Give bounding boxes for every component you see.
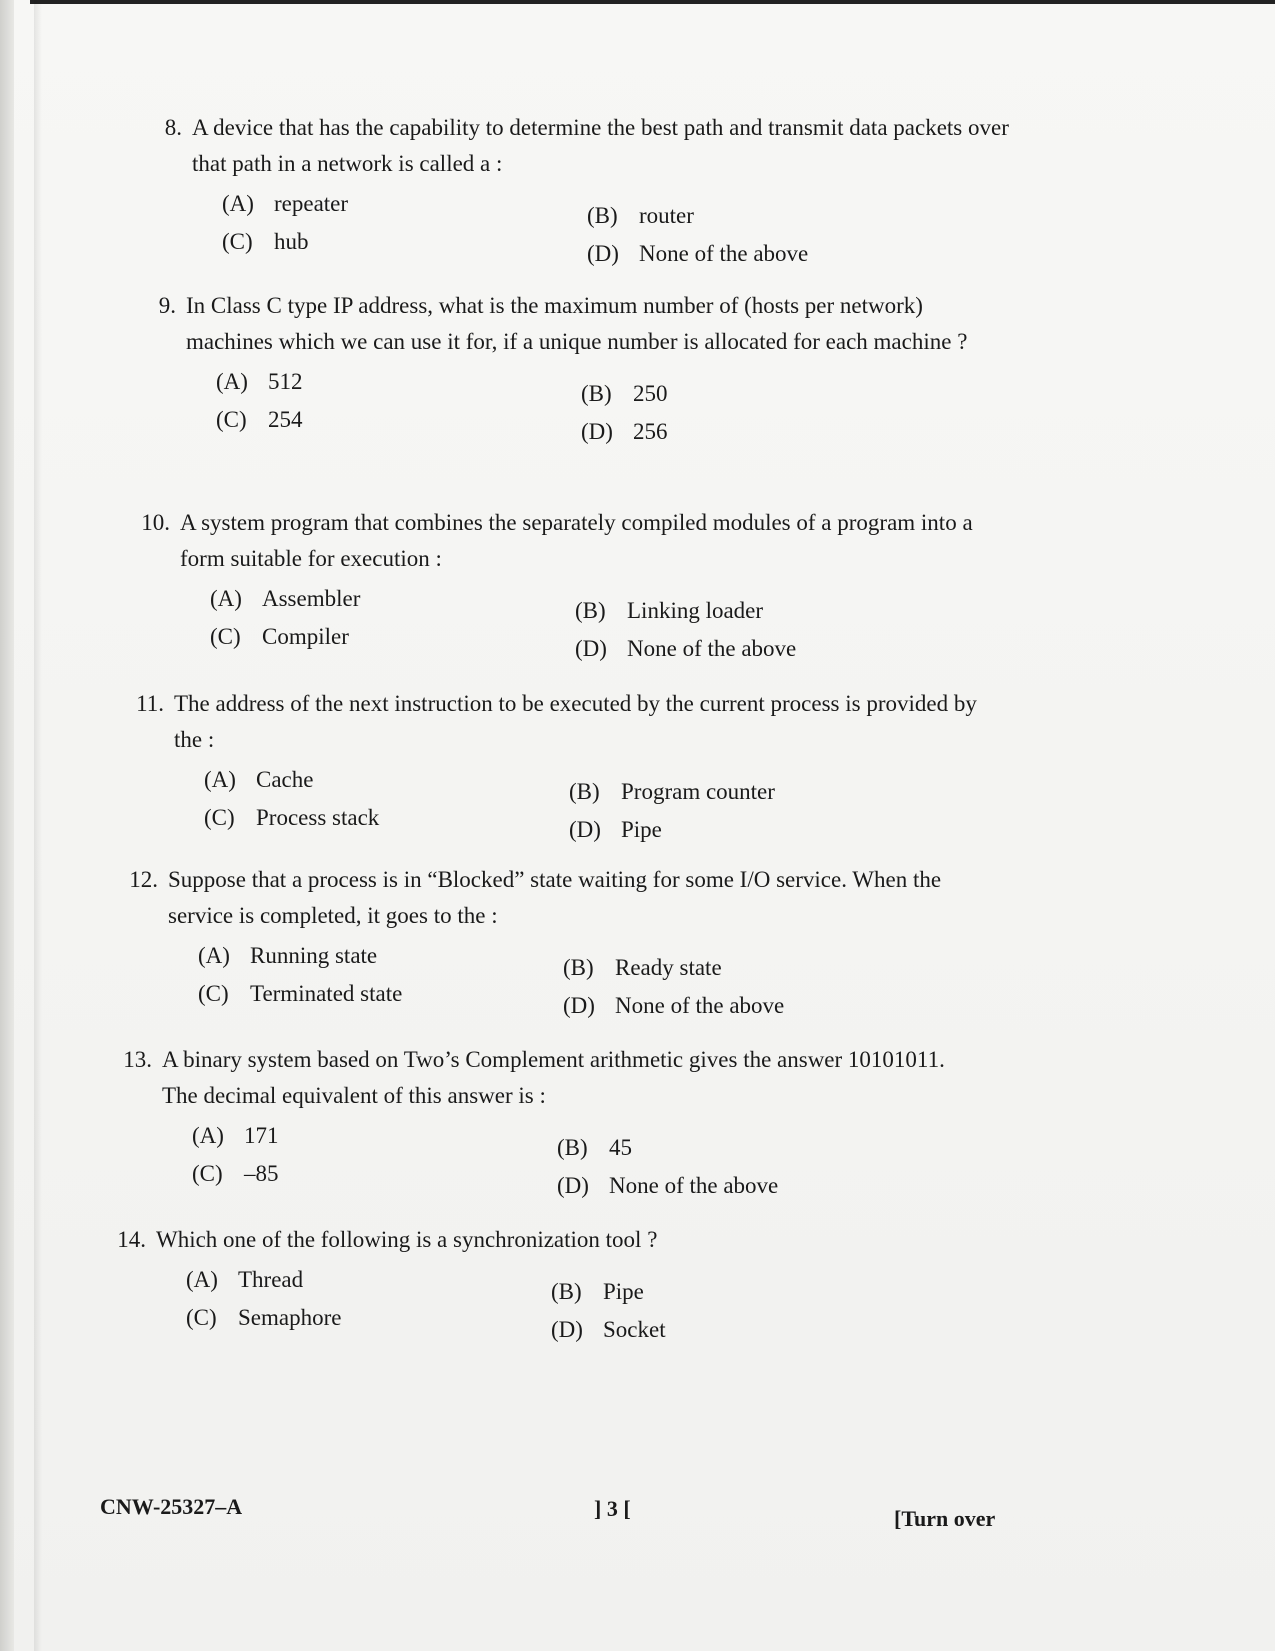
turn-over-note: [Turn over [894,1506,996,1531]
options [174,762,994,842]
option-value: Thread [238,1267,304,1292]
option-label: (C) [192,1161,223,1186]
question-12 [129,862,988,1018]
option-value: 254 [268,407,303,432]
option-value: router [639,203,694,228]
question-text: Which one of the following is a synchronization tool ? [156,1227,658,1252]
option-d [581,414,668,450]
option-b [551,1274,644,1310]
option-b [569,774,775,810]
option-value: Semaphore [238,1305,342,1330]
option-a [222,186,348,222]
option-a [216,364,303,400]
question-11 [136,686,994,842]
option-value: Socket [603,1317,666,1342]
option-value: 45 [609,1135,632,1160]
option-d [569,812,662,848]
option-value: Compiler [262,624,349,649]
option-label: (A) [192,1123,224,1148]
option-b [587,198,694,234]
option-label: (A) [198,943,230,968]
option-label: (A) [204,767,236,792]
option-label: (A) [186,1267,218,1292]
option-value: Ready state [615,955,722,980]
options [180,581,1000,661]
option-label: (B) [563,955,594,980]
option-label: (C) [210,624,241,649]
question-text: Suppose that a process is in “Blocked” state waiting for some I/O service. When the service is completed, it goes to the : [168,867,942,928]
option-label: (A) [222,191,254,216]
option-c [198,976,402,1012]
option-b [563,950,722,986]
option-label: (A) [216,369,248,394]
page-left-edge [0,0,14,1651]
paper-code: CNW-25327–A [100,1494,243,1519]
option-a [192,1118,279,1154]
option-label: (C) [216,407,247,432]
option-label: (B) [581,381,612,406]
option-c [210,619,349,655]
option-c [192,1156,279,1192]
question-text: A system program that combines the separately compiled modules of a program into a form suitable for execution : [180,510,973,571]
option-c [222,224,309,260]
option-label: (D) [551,1317,583,1342]
option-label: (C) [198,981,229,1006]
question-text: A device that has the capability to determine the best path and transmit data packets over that path in a network is called a : [192,115,1009,176]
option-d [551,1312,666,1348]
option-label: (B) [557,1135,588,1160]
option-label: (C) [204,805,235,830]
question-13 [123,1042,982,1198]
options [168,938,988,1018]
option-d [587,236,808,272]
option-value: Running state [250,943,378,968]
option-d [575,631,796,667]
question-10 [141,505,1000,661]
option-c [204,800,379,836]
option-d [557,1168,778,1204]
option-label: (D) [563,993,595,1018]
option-b [575,593,763,629]
option-label: (B) [569,779,600,804]
question-number: 10. [141,510,170,535]
option-value: Terminated state [250,981,403,1006]
options [162,1118,982,1198]
page-top-edge [30,0,1275,4]
option-label: (C) [222,229,253,254]
option-value: 512 [268,369,303,394]
option-c [186,1300,341,1336]
option-value: None of the above [609,1173,779,1198]
options [156,1262,976,1342]
option-label: (D) [581,419,613,444]
option-a [204,762,313,798]
question-8 [164,110,1012,266]
question-number: 8. [164,115,182,140]
option-value: Pipe [621,817,662,842]
option-value: 256 [633,419,668,444]
option-value: repeater [274,191,349,216]
option-label: (D) [575,636,607,661]
option-label: (B) [575,598,606,623]
option-label: (B) [551,1279,582,1304]
option-value: 171 [244,1123,279,1148]
question-14 [117,1222,976,1342]
option-label: (D) [587,241,619,266]
option-label: (A) [210,586,242,611]
option-label: (D) [569,817,601,842]
option-value: Pipe [603,1279,644,1304]
question-text: A binary system based on Two’s Complement arithmetic gives the answer 10101011. The decimal equivalent of this answer is : [162,1047,945,1108]
page-number: ] 3 [ [594,1496,631,1521]
options [186,364,1006,444]
option-value: 250 [633,381,668,406]
option-value: Linking loader [627,598,764,623]
option-c [216,402,303,438]
option-value: –85 [244,1161,279,1186]
option-label: (C) [186,1305,217,1330]
option-label: (B) [587,203,618,228]
option-a [198,938,377,974]
option-value: None of the above [615,993,785,1018]
option-a [210,581,360,617]
option-a [186,1262,303,1298]
options [192,186,1012,266]
page-fold-shadow [34,0,42,1651]
option-label: (D) [557,1173,589,1198]
question-9 [158,288,1006,444]
option-value: None of the above [639,241,809,266]
option-d [563,988,784,1024]
question-number: 11. [136,691,164,716]
question-number: 9. [158,293,176,318]
question-text: In Class C type IP address, what is the maximum number of (hosts per network) machines which we can use it for, if a unique number is allocated for each machine ? [186,293,968,354]
option-value: Process stack [256,805,380,830]
question-number: 12. [129,867,158,892]
question-number: 13. [123,1047,152,1072]
option-b [581,376,668,412]
option-b [557,1130,632,1166]
question-text: The address of the next instruction to be executed by the current process is provided by the : [174,691,977,752]
option-value: Program counter [621,779,775,804]
option-value: None of the above [627,636,797,661]
option-value: hub [274,229,309,254]
option-value: Cache [256,767,314,792]
question-number: 14. [117,1227,146,1252]
option-value: Assembler [262,586,361,611]
